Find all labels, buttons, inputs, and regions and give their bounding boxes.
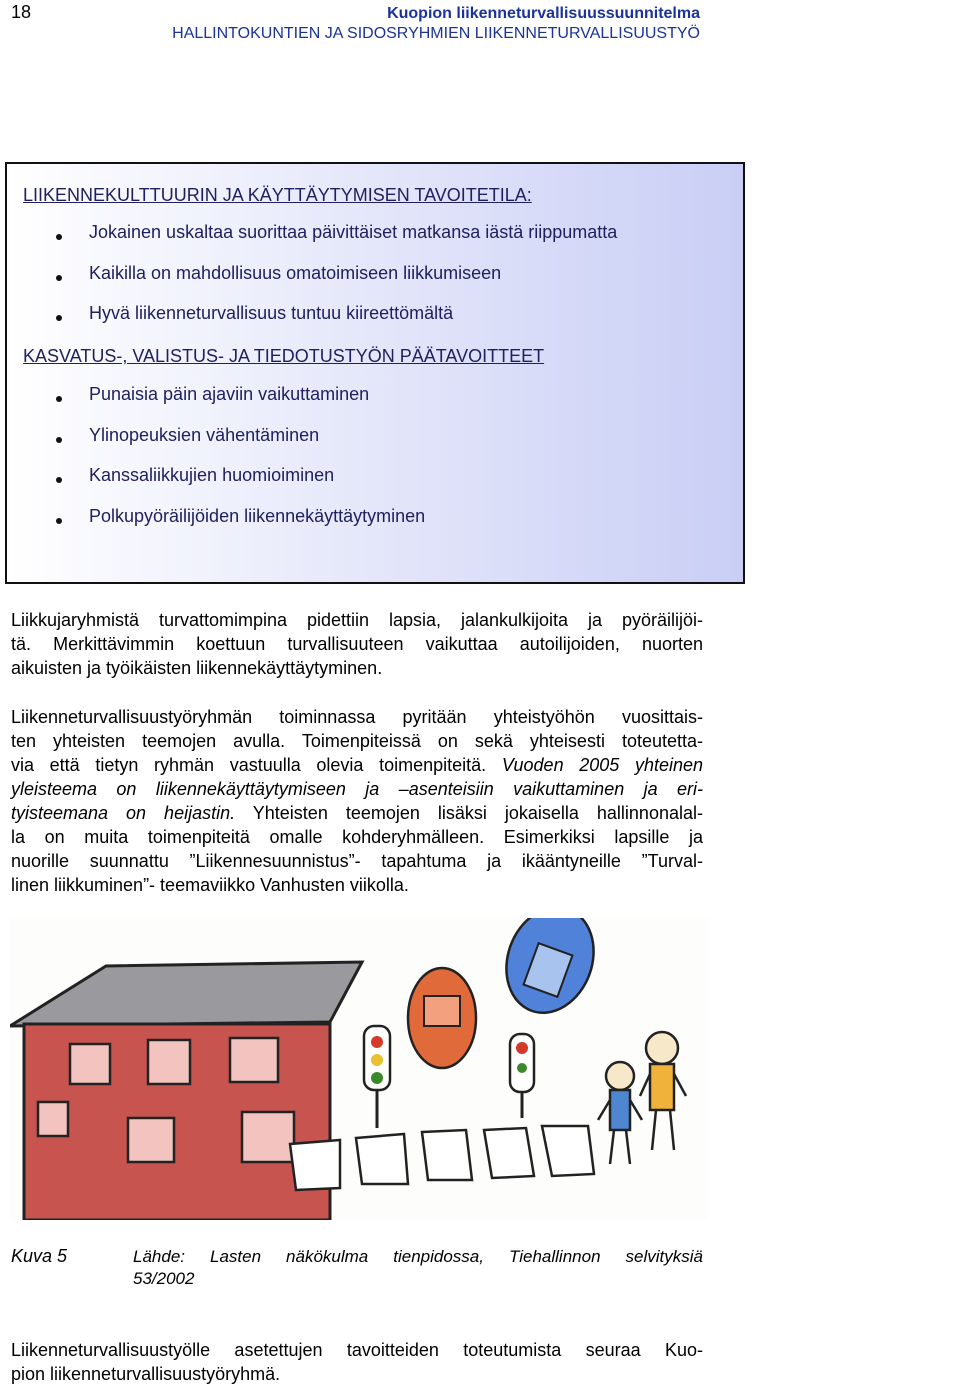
- document-title: Kuopion liikenneturvallisuussuunnitelma: [387, 5, 700, 22]
- house-window: [70, 1044, 110, 1084]
- paragraph-monitoring: Liikenneturvallisuustyölle asetettujen tavoitteiden toteutumista seuraa Kuo- pion liikenneturvallisuustyöryhmä.: [11, 1340, 703, 1384]
- goals-box: LIIKENNEKULTTUURIN JA KÄYTTÄYTYMISEN TAVOITETILA: Jokainen uskaltaa suorittaa päivittäiset matkansa iästä riippumatta Kaikilla on mahdollisuus omatoimiseen liikkumiseen Hyvä liikenneturvallisuus tuntuu kiireettömältä KASVATUS-, VALISTUS- JA TIEDOTUSTYÖN PÄÄTAVOITTEET Punaisia päin ajaviin vaikuttaminen Ylinopeuksien vähentäminen Kanssaliikkujien huomioiminen Polkupyöräilijöiden liikennekäyttäytyminen: [5, 162, 745, 584]
- bullet-icon: [56, 234, 62, 240]
- section-title: HALLINTOKUNTIEN JA SIDOSRYHMIEN LIIKENNETURVALLISUUSTYÖ: [172, 25, 700, 42]
- running-header: [172, 4, 700, 44]
- house-window: [38, 1102, 68, 1136]
- house-roof: [10, 962, 362, 1026]
- bullet-icon: [56, 275, 62, 281]
- bullet-icon: [56, 518, 62, 524]
- child-drawing-image: [10, 918, 708, 1220]
- bullet-icon: [56, 437, 62, 443]
- objectives-heading: KASVATUS-, VALISTUS- JA TIEDOTUSTYÖN PÄÄTAVOITTEET: [23, 346, 545, 366]
- goals-heading: LIIKENNEKULTTUURIN JA KÄYTTÄYTYMISEN TAVOITETILA:: [23, 185, 532, 205]
- house-window: [148, 1040, 190, 1084]
- bullet-icon: [56, 315, 62, 321]
- house-window: [230, 1038, 278, 1082]
- house-window: [128, 1118, 174, 1162]
- paragraph-working-group: Liikenneturvallisuustyöryhmän toiminnassa pyritään yhteistyöhön vuosittais- ten yhteisten teemojen avulla. Toimenpiteissä on sekä yhteisesti toteutetta- via että tietyn ryhmän vastuulla olevia toimenpiteitä. Vuoden 2005 yhteinen yleisteema on liikennekäyttäytymiseen ja –asenteisiin vaikuttaminen ja eri- tyisteemana on heijastin. Yhteisten teemojen lisäksi jokaisella hallinnonalal- la on muita toimenpiteitä omalle kohderyhmälleen. Esimerkiksi lapsille ja nuorille suunnattu ”Liikennesuunnistus”- tapahtuma ja ikääntyneille ”Turval- linen liikkuminen”- teemaviikko Vanhusten viikolla.: [11, 707, 703, 895]
- bullet-icon: [56, 477, 62, 483]
- page-number: 18: [11, 2, 32, 22]
- house-window: [242, 1112, 294, 1162]
- bullet-icon: [56, 396, 62, 402]
- figure-label: Kuva 5: [11, 1246, 68, 1266]
- paragraph-vulnerable-groups: Liikkujaryhmistä turvattomimpina pidettiin lapsia, jalankulkijoita ja pyöräilijöi- tä. Merkittävimmin koettuun turvallisuuteen vaikuttaa autoilijoiden, nuorten aikuisten ja työikäisten liikennekäyttäytyminen.: [11, 610, 703, 678]
- figure-caption: Lähde: Lasten näkökulma tienpidossa, Tiehallinnon selvityksiä 53/2002: [133, 1247, 703, 1288]
